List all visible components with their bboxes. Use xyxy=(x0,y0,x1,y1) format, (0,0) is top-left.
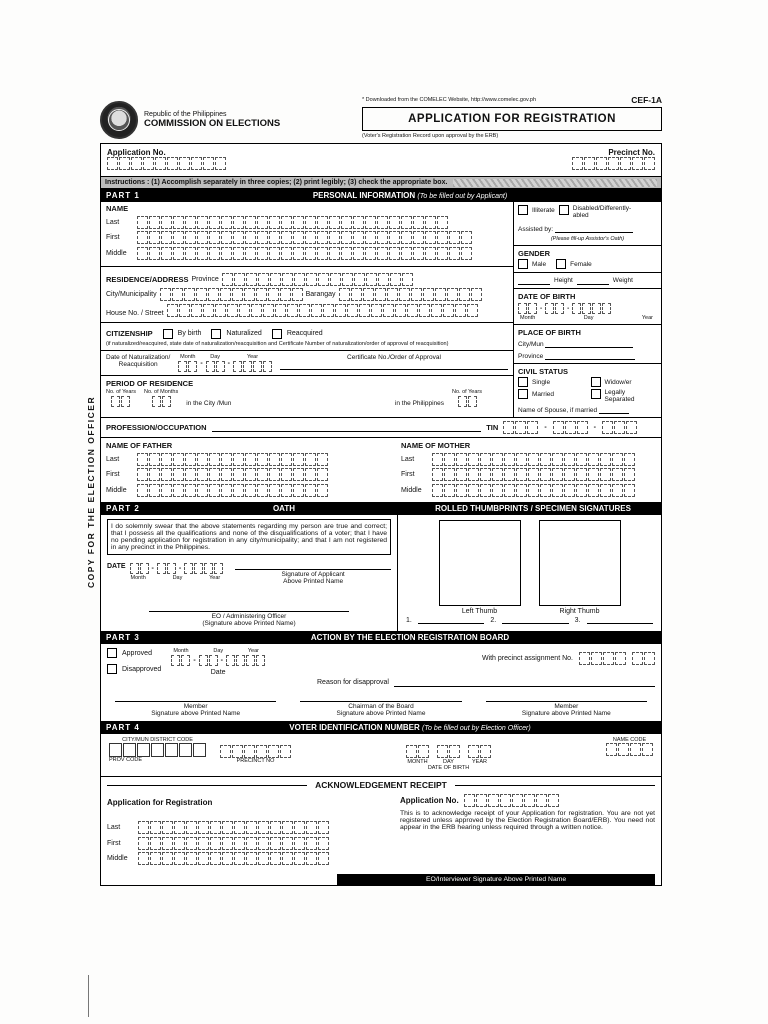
name-first-input[interactable] xyxy=(137,231,472,244)
disapproved-checkbox[interactable] xyxy=(107,664,117,674)
profession-input[interactable] xyxy=(212,423,482,432)
tin-input-3[interactable] xyxy=(602,421,637,434)
tin-label: TIN xyxy=(486,423,499,432)
precinct-assignment-input-1[interactable] xyxy=(579,652,626,665)
dash-separator xyxy=(593,424,597,431)
instructions-text: Instructions : (1) Accomplish separately in three copies; (2) print legibly; (3) check the appropriate box. xyxy=(105,179,448,186)
period-years2-input[interactable] xyxy=(458,396,477,407)
pob-city-input[interactable] xyxy=(545,339,633,348)
by-birth-checkbox[interactable] xyxy=(163,329,173,339)
city-label: City/Municipality xyxy=(106,291,157,298)
dash-separator xyxy=(178,565,182,572)
part1-bar xyxy=(101,188,661,202)
residence-section xyxy=(101,266,513,322)
weight-label: Weight xyxy=(612,277,633,284)
prov-code-label: PROV CODE xyxy=(109,757,143,763)
pob-label: PLACE OF BIRTH xyxy=(518,328,581,337)
hatch-decoration xyxy=(453,179,657,187)
name-first-label: First xyxy=(106,234,120,241)
precinct-no-label: Precinct No. xyxy=(608,148,655,157)
dash-separator xyxy=(151,565,155,572)
tin-input-2[interactable] xyxy=(553,421,588,434)
erb-day-input[interactable] xyxy=(199,655,218,666)
period-years-label: No. of Years xyxy=(106,389,136,395)
part4-title-note: (To be filled out by Election Officer) xyxy=(422,725,531,732)
province-input[interactable] xyxy=(222,273,413,286)
dob-month-label: Month xyxy=(520,315,536,321)
house-street-input[interactable] xyxy=(167,304,478,317)
copy-for-election-officer-vertical-text: COPY FOR THE ELECTION OFFICER xyxy=(86,395,96,588)
member2-signature-area[interactable] xyxy=(486,701,647,717)
height-input[interactable] xyxy=(518,276,550,285)
gender-box xyxy=(514,246,661,273)
married-checkbox[interactable] xyxy=(518,389,528,399)
reason-input[interactable] xyxy=(394,678,655,687)
approved-label: Approved xyxy=(122,649,152,657)
oath-day-input[interactable] xyxy=(157,563,176,574)
left-thumb-label: Left Thumb xyxy=(461,608,498,615)
father-first-label: First xyxy=(106,471,120,478)
vin-day-input[interactable] xyxy=(437,745,460,758)
illiterate-checkbox[interactable] xyxy=(518,205,528,215)
part3-label: PART 3 xyxy=(106,633,140,642)
certificate-label: Certificate No./Order of Approval xyxy=(347,354,441,361)
eo-officer-label: EO / Administering Officer xyxy=(211,613,287,620)
member1-signature-area[interactable] xyxy=(115,701,276,717)
married-label: Married xyxy=(532,390,555,398)
title-rule-left xyxy=(107,785,307,786)
receipt-app-no-label: Application No. xyxy=(400,796,459,805)
weight-input[interactable] xyxy=(577,276,609,285)
illiterate-label: Illiterate xyxy=(532,206,555,214)
mother-first-input[interactable] xyxy=(432,468,635,481)
precinct-assignment-input-2[interactable] xyxy=(632,652,655,665)
widow-checkbox[interactable] xyxy=(591,377,601,387)
oath-month-label: Month xyxy=(130,575,146,581)
specimen-2-input[interactable] xyxy=(502,615,568,624)
residence-label: RESIDENCE/ADDRESS xyxy=(106,274,189,284)
part4-bar xyxy=(101,721,661,734)
part3-content xyxy=(101,644,661,721)
oath-date-label: DATE xyxy=(107,563,126,570)
mother-middle-input[interactable] xyxy=(432,484,635,497)
city-district-code-label: CITY/MUN DISTRICT CODE xyxy=(122,737,193,743)
erb-date-label: Date xyxy=(210,669,226,676)
naturalized-label: Naturalized xyxy=(226,330,262,337)
part2-label: PART 2 xyxy=(106,504,140,513)
mother-first-label: First xyxy=(401,471,415,478)
left-thumbprint-box xyxy=(439,520,521,606)
disapproved-label: Disapproved xyxy=(122,665,162,673)
dob-label: DATE OF BIRTH xyxy=(518,292,576,301)
place-of-birth-box xyxy=(514,325,661,364)
chairman-label: Chairman of the Board xyxy=(348,703,414,710)
certificate-input[interactable] xyxy=(280,361,508,370)
widow-label: Widow/er xyxy=(604,378,632,386)
barangay-input[interactable] xyxy=(339,288,482,301)
in-city-label: in the City /Mun xyxy=(186,400,232,407)
voter-registration-form xyxy=(100,95,662,886)
member1-label: Member xyxy=(183,703,208,710)
reacquired-label: Reacquired xyxy=(286,330,323,337)
form-header xyxy=(100,95,662,143)
name-middle-input[interactable] xyxy=(137,247,472,260)
period-residence-section xyxy=(101,375,513,410)
part1-title-note: (To be filled out by Applicant) xyxy=(417,193,508,200)
name-last-input[interactable] xyxy=(137,216,448,229)
downloaded-note: * Downloaded from the COMELEC Website, http://www.comelec.gov.ph xyxy=(362,97,537,103)
name-code-input[interactable] xyxy=(606,743,653,756)
civil-status-box xyxy=(514,364,661,417)
application-no-label: Application No. xyxy=(107,148,166,157)
vin-year-label: YEAR xyxy=(472,759,487,765)
assisted-by-input[interactable] xyxy=(555,224,633,233)
commission-label: COMMISSION ON ELECTIONS xyxy=(144,118,281,129)
specimen-3-label: 3. xyxy=(574,617,581,624)
separated-checkbox[interactable] xyxy=(591,389,601,399)
application-precinct-row xyxy=(101,144,661,176)
profession-label: PROFESSION/OCCUPATION xyxy=(106,423,207,432)
assisted-by-label: Assisted by: xyxy=(518,226,554,233)
eo-officer-signature-area[interactable] xyxy=(149,611,349,627)
member2-sig-note: Signature above Printed Name xyxy=(521,710,611,717)
thumbprints-title: ROLLED THUMBPRINTS / SPECIMEN SIGNATURES xyxy=(435,504,631,513)
by-birth-label: By birth xyxy=(177,330,202,337)
receipt-middle-label: Middle xyxy=(107,855,128,862)
date-of-birth-box xyxy=(514,289,661,325)
erb-year-input[interactable] xyxy=(226,655,265,666)
receipt-last-label: Last xyxy=(107,824,121,831)
chairman-sig-note: Signature above Printed Name xyxy=(336,710,426,717)
form-subtitle: (Voter's Registration Record upon approval by the ERB) xyxy=(362,133,499,139)
period-months-input[interactable] xyxy=(152,396,171,407)
approved-checkbox[interactable] xyxy=(107,648,117,658)
erb-month-label: Month xyxy=(173,648,189,654)
reacquired-checkbox[interactable] xyxy=(272,329,282,339)
form-title: APPLICATION FOR REGISTRATION xyxy=(362,107,662,131)
vin-month-input[interactable] xyxy=(406,745,429,758)
mother-middle-label: Middle xyxy=(401,486,422,494)
civil-status-label: CIVIL STATUS xyxy=(518,367,569,376)
nat-month-input[interactable] xyxy=(178,361,197,372)
precinct-no-input[interactable] xyxy=(572,157,655,170)
assistor-oath-note: (Please fill-up Assistor's Oath) xyxy=(550,236,625,242)
vin-year-input[interactable] xyxy=(468,745,491,758)
nat-year-input[interactable] xyxy=(233,361,272,372)
pob-city-label: City/Mun xyxy=(518,341,544,348)
eo-interviewer-signature-bar: EO/Interviewer Signature Above Printed Name xyxy=(337,874,655,885)
receipt-first-label: First xyxy=(107,839,121,847)
nat-month-label: Month xyxy=(180,354,196,360)
female-checkbox[interactable] xyxy=(556,259,566,269)
part2-content xyxy=(101,515,661,631)
period-years2-label: No. of Years xyxy=(452,389,482,395)
barangay-label: Barangay xyxy=(305,291,336,298)
page-edge-line xyxy=(88,975,89,1017)
precinct-code-input[interactable] xyxy=(220,745,291,758)
separated-label: Legally Separated xyxy=(604,389,635,403)
instructions-bar xyxy=(101,176,661,188)
nat-day-input[interactable] xyxy=(206,361,225,372)
name-middle-label: Middle xyxy=(106,249,127,257)
oath-title: OATH xyxy=(272,504,296,513)
erb-year-label: Year xyxy=(247,648,259,654)
city-district-code-input[interactable] xyxy=(109,743,206,757)
eo-officer-label2: (Signature above Printed Name) xyxy=(202,620,296,627)
dash-separator xyxy=(543,424,547,431)
right-thumbprint-box xyxy=(539,520,621,606)
naturalization-section xyxy=(101,350,513,375)
spouse-input[interactable] xyxy=(599,405,629,414)
dash-separator xyxy=(227,360,231,367)
height-weight-box xyxy=(514,273,661,289)
part2-bar xyxy=(101,502,661,515)
citizenship-fine-print: (if naturalized/reacquired, state date of naturalization/reacquisition and Certificate Number of naturalization/order of approval of reacquisition) xyxy=(106,341,449,347)
name-last-label: Last xyxy=(106,218,120,226)
member2-label: Member xyxy=(554,703,579,710)
dob-month-input[interactable] xyxy=(518,303,537,314)
naturalized-checkbox[interactable] xyxy=(211,329,221,339)
male-label: Male xyxy=(532,260,547,268)
assistance-box xyxy=(514,202,661,246)
vin-day-label: DAY xyxy=(443,759,454,765)
member1-sig-note: Signature above Printed Name xyxy=(151,710,241,717)
receipt-app-no-input[interactable] xyxy=(464,794,559,807)
specimen-1-input[interactable] xyxy=(418,615,484,624)
dob-day-label: Day xyxy=(583,315,594,321)
dash-separator xyxy=(192,657,196,664)
title-rule-right xyxy=(455,785,655,786)
dob-year-input[interactable] xyxy=(572,303,611,314)
citizenship-section xyxy=(101,322,513,350)
dob-day-input[interactable] xyxy=(545,303,564,314)
receipt-middle-input[interactable] xyxy=(138,852,329,865)
sig-applicant-label: Signature of Applicant xyxy=(281,571,345,578)
specimen-3-input[interactable] xyxy=(587,615,653,624)
single-label: Single xyxy=(532,378,551,386)
erb-day-label: Day xyxy=(213,648,224,654)
house-street-label: House No. / Street xyxy=(106,309,164,317)
dob-year-label: Year xyxy=(641,315,653,321)
female-label: Female xyxy=(570,260,592,268)
right-thumb-label: Right Thumb xyxy=(559,608,600,615)
spouse-label: Name of Spouse, if married xyxy=(518,407,598,414)
father-label: NAME OF FATHER xyxy=(106,441,173,450)
reason-label: Reason for disapproval xyxy=(317,679,389,686)
comelec-seal-logo xyxy=(100,101,138,139)
province-label: Province xyxy=(191,275,219,283)
oath-day-label: Day xyxy=(172,575,183,581)
part4-content xyxy=(101,734,661,776)
receipt-first-input[interactable] xyxy=(138,837,329,850)
disabled-label: Disabled/Differently-abled xyxy=(572,205,632,219)
dash-separator xyxy=(539,305,543,312)
acknowledgement-receipt xyxy=(101,776,661,885)
form-code: CEF-1A xyxy=(631,95,662,105)
part4-label: PART 4 xyxy=(106,723,140,732)
specimen-2-label: 2. xyxy=(490,617,497,624)
father-middle-label: Middle xyxy=(106,486,127,494)
part1-title: PERSONAL INFORMATION xyxy=(312,191,416,200)
nat-year-label: Year xyxy=(246,354,259,360)
receipt-title: ACKNOWLEDGEMENT RECEIPT xyxy=(315,780,447,790)
name-section xyxy=(101,202,513,266)
in-ph-label: in the Philippines xyxy=(394,400,445,407)
part3-bar xyxy=(101,631,661,644)
city-input[interactable] xyxy=(160,288,303,301)
citizenship-label: CITIZENSHIP xyxy=(106,329,153,338)
dash-separator xyxy=(220,657,224,664)
name-code-label: NAME CODE xyxy=(612,737,647,743)
oath-year-input[interactable] xyxy=(184,563,223,574)
oath-text: I do solemnly swear that the above statements regarding my person are true and correct; that I possess all the qualifications and none of the disqualifications of a voter; that I have no pending application for registration in any city/municipality; and that I am not registered in any precinct in the Philippines. xyxy=(107,519,391,555)
mother-last-label: Last xyxy=(401,455,415,463)
dash-separator xyxy=(199,360,203,367)
tin-input-1[interactable] xyxy=(503,421,538,434)
male-checkbox[interactable] xyxy=(518,259,528,269)
name-label: NAME xyxy=(106,204,129,213)
specimen-1-label: 1. xyxy=(406,617,412,624)
mother-last-input[interactable] xyxy=(432,453,635,466)
vin-month-label: MONTH xyxy=(407,759,428,765)
precinct-assignment-label: With precinct assignment No. xyxy=(481,655,573,662)
part1-label: PART 1 xyxy=(106,191,140,200)
sig-applicant-label2: Above Printed Name xyxy=(283,578,344,585)
nat-day-label: Day xyxy=(210,354,221,360)
chairman-signature-area[interactable] xyxy=(300,701,461,717)
father-last-label: Last xyxy=(106,455,120,463)
application-no-input[interactable] xyxy=(107,157,226,170)
father-last-input[interactable] xyxy=(137,453,328,466)
receipt-app-reg-label: Application for Registration xyxy=(107,798,213,807)
parents-section xyxy=(101,437,661,502)
dash-separator xyxy=(566,305,570,312)
period-residence-label: PERIOD OF RESIDENCE xyxy=(106,379,194,388)
precinct-code-label: PRECINCT NO xyxy=(236,758,275,764)
oath-year-label: Year xyxy=(209,575,221,581)
vin-dob-label: DATE OF BIRTH xyxy=(427,765,470,771)
father-middle-input[interactable] xyxy=(137,484,328,497)
naturalization-date-label2: Reacquisition xyxy=(118,361,158,368)
disabled-checkbox[interactable] xyxy=(559,205,569,215)
republic-label: Republic of the Philippines xyxy=(144,111,227,118)
part4-title: VOTER IDENTIFICATION NUMBER xyxy=(289,723,420,732)
mother-label: NAME OF MOTHER xyxy=(401,441,471,450)
gender-label: GENDER xyxy=(518,249,551,258)
period-years-input[interactable] xyxy=(111,396,130,407)
part3-title: ACTION BY THE ELECTION REGISTRATION BOARD xyxy=(310,633,510,642)
receipt-text: This is to acknowledge receipt of your Application for registration. You are not yet registered unless approved by the Election Registration Board/ERB). You need not appear in the ERB hearing unless required through a written notice. xyxy=(400,810,655,831)
period-months-label: No. of Months xyxy=(143,389,179,395)
pob-province-input[interactable] xyxy=(545,351,635,360)
erb-month-input[interactable] xyxy=(171,655,190,666)
height-label: Height xyxy=(554,277,573,284)
pob-province-label: Province xyxy=(518,353,544,360)
profession-section xyxy=(101,417,661,437)
single-checkbox[interactable] xyxy=(518,377,528,387)
naturalization-date-label: Date of Naturalization/ xyxy=(106,354,171,361)
applicant-signature-area[interactable] xyxy=(235,569,391,585)
father-first-input[interactable] xyxy=(137,468,328,481)
receipt-last-input[interactable] xyxy=(138,821,329,834)
oath-month-input[interactable] xyxy=(130,563,149,574)
